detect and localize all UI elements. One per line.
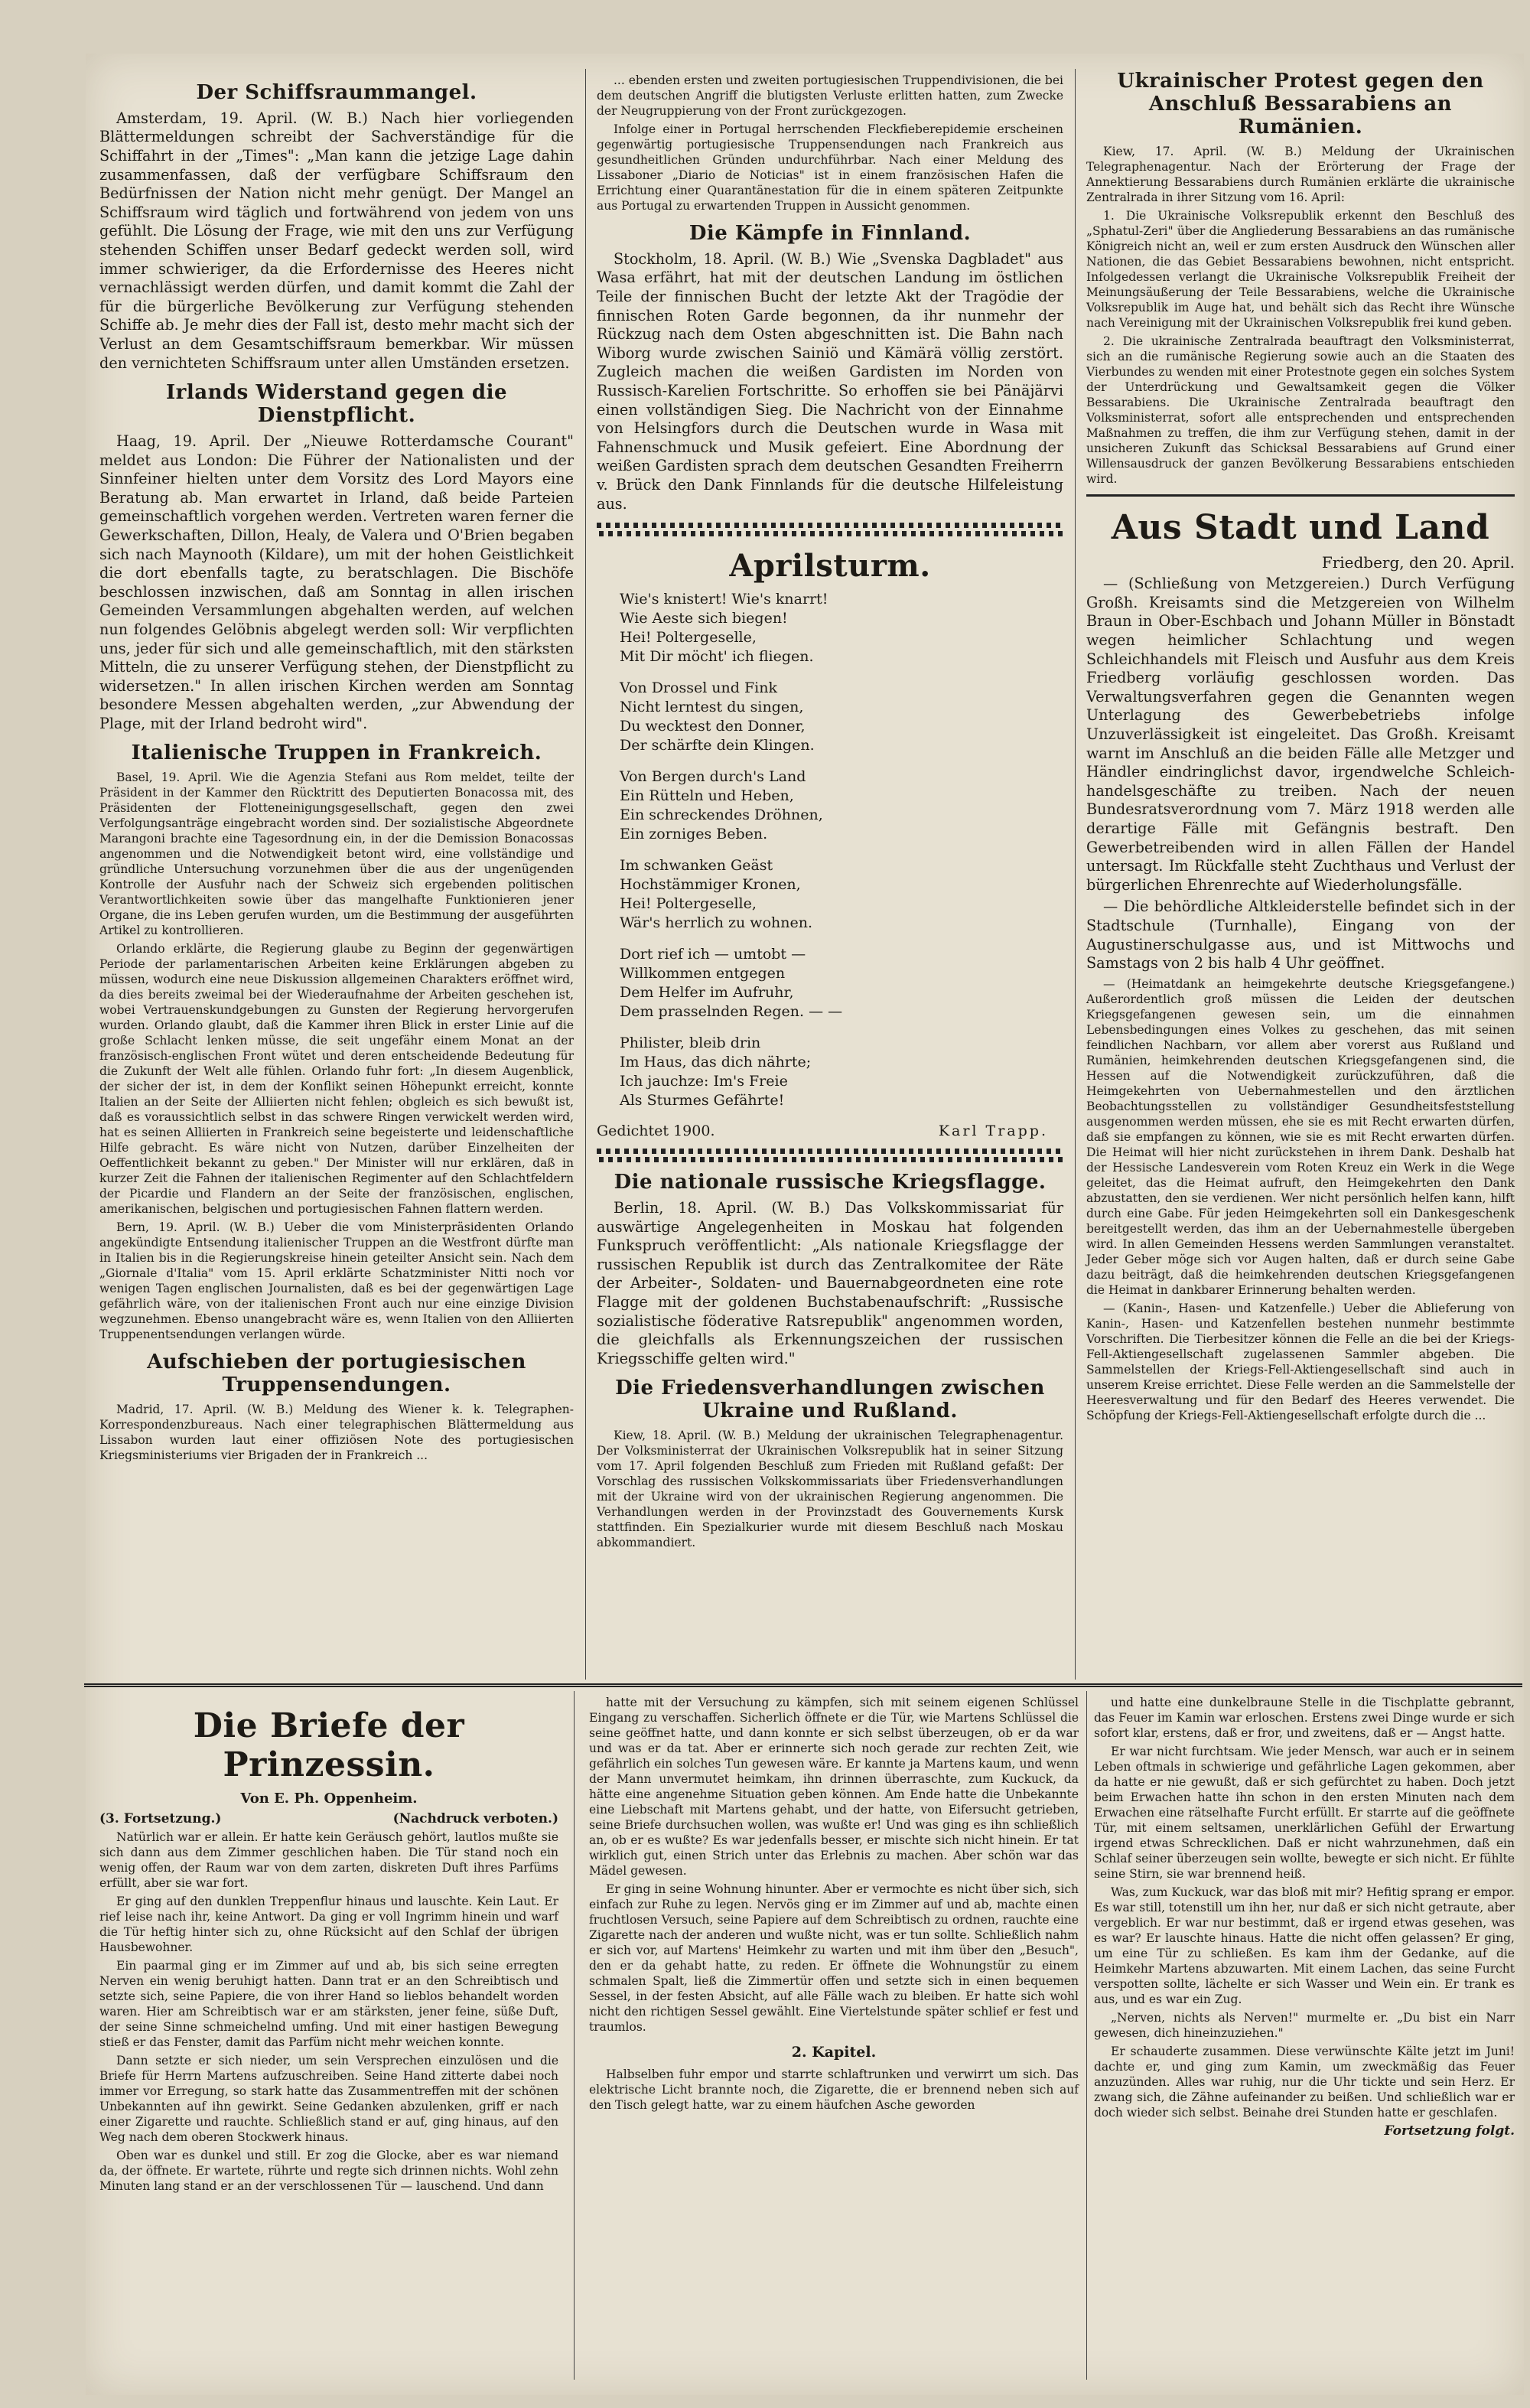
poem-line: Im schwanken Geäst bbox=[620, 857, 773, 875]
poem-line: Ein zorniges Beben. bbox=[620, 826, 768, 843]
article-text: — (Schließung von Metzgereien.) Durch Verfügung Großh. Kreisamts sind die Metzgereien von Wilhelm Braun in Ober-Eschbach und Johann Müller in Bönstadt wegen heimlicher Schlachtung und wegen Schleichhandels mit Fleisch und Ausfuhr aus dem Kreis Friedberg vorläufig geschlossen worden. Das Verwaltungsverfahren gegen die Genannten wegen Unterlagung des Gewerbebetriebs infolge Unzuverlässigkeit ist eingeleitet. Das Großh. Kreisamt warnt im Anschluß an die beiden Fälle alle Metzger und Händler eindringlichst davor, irgendwelche Schleich-handelsgeschäfte zu treiben. Nach der neuen Bundesratsverordnung vom 7. März 1918 werden alle derartige Fälle mit Gefängnis bestraft. Den Gewerbetreibenden wird in allen Fällen der Handel untersagt. Im Rückfalle steht Zuchthaus und Verlust der bürgerlichen Ehrenrechte auf Wiederholungsfälle. bbox=[1086, 575, 1515, 894]
poem-line: Wie Aeste sich biegen! bbox=[620, 610, 788, 627]
poem-line: Willkommen entgegen bbox=[620, 965, 786, 982]
story-text: Er ging in seine Wohnung hinunter. Aber er vermochte es nicht über sich, sich einfach zur Ruhe zu legen. Nervös ging er im Zimmer auf und ab, machte einen fruchtlosen Versuch, seine Papiere auf dem Schreibtisch zu ordnen, rauchte eine Zigarette nach der anderen und wußte nicht, was er tun sollte. Schließlich nahm er sich vor, auf Martens' Heimkehr zu warten und mit ihm über den „Besuch", den er da gehabt hatte, zu reden. Er öffnete die Wohnungstür zu einem schmalen Spalt, ließ die Zimmertür offen und setzte sich in einen bequemen Sessel, in der festen Absicht, auf alle Fälle wach zu bleiben. Er hatte sich wohl nicht den richtigen Sessel gewählt. Eine Viertelstunde später schlief er fest und traumlos. bbox=[589, 1882, 1079, 2034]
continuation-note: Fortsetzung folgt. bbox=[1384, 2123, 1515, 2139]
poem-line: Ein schreckendes Dröhnen, bbox=[620, 806, 823, 824]
column-divider bbox=[1086, 1691, 1087, 2380]
section-rule bbox=[1086, 494, 1515, 497]
poem-line: Als Sturmes Gefährte! bbox=[620, 1092, 785, 1110]
story-text: Oben war es dunkel und still. Er zog die Glocke, aber es war niemand da, der öffnete. Er wartete, rührte und regte sich drinnen nichts. Wohl zehn Minuten lang stand er an der verschlossenen Tür — lauschend. Und dann bbox=[99, 2149, 558, 2194]
poem-stanza bbox=[620, 679, 1063, 755]
poem-line: Ein Rütteln und Heben, bbox=[620, 787, 794, 805]
poem-line: Dem prasselnden Regen. — — bbox=[620, 1003, 843, 1021]
dateline: Friedberg, den 20. April. bbox=[1321, 553, 1515, 572]
column-divider bbox=[574, 1691, 575, 2380]
article-text: — (Kanin-, Hasen- und Katzenfelle.) Ueber die Ablieferung von Kanin-, Hasen- und Katzenfellen bestehen nunmehr bestimmte Vorschriften. Die Tierbesitzer können die Felle an die bei der Kriegs-Fell-Aktiengesellschaft zugelassenen Sammler abgeben. Die Sammelstellen der Kriegs-Fell-Aktiengesellschaft sind auch in unserem Kreise errichtet. Diese Felle werden an die Sammelstelle der Heeresverwaltung und für den Bedarf des Heeres verwendet. Die Schöpfung der Kriegs-Fell-Aktiengesellschaft erfolgte durch die ... bbox=[1086, 1301, 1515, 1422]
poem-line: Ich jauchze: Im's Freie bbox=[620, 1073, 788, 1090]
article-text: Basel, 19. April. Wie die Agenzia Stefani aus Rom meldet, teilte der Präsident in der Kammer den Rücktritt des Deputierten Bonacossa mit, des Präsidenten der Flotteneinigungsgesellschaft, gegen den zwei Verfolgungsanträge eingebracht worden sind. Der sozialistische Abgeordnete Marangoni brachte eine Tagesordnung ein, in der die Demission Bonacossas angenommen und die Notwendigkeit betont wird, eine vollständige und gründliche Untersuchung vorzunehmen über die aus der ungenügenden Kontrolle der Ausfuhr nach der Schweiz sich ergebenden politischen Verantwortlichkeiten sowie über das mangelhafte Funktionieren jener Organe, die ins Leben gerufen wurden, um die Bestimmung der ausgeführten Artikel zu kontrollieren. bbox=[99, 771, 574, 938]
article-text: Amsterdam, 19. April. (W. B.) Nach hier vorliegenden Blättermeldungen schreibt der Sachverständige für die Schiffahrt in der „Times": „Man kann die jetzige Lage dahin zusammenfassen, daß der verfügbare Schiffsraum den Bedürfnissen der Nation nicht mehr genügt. Der Mangel an Schiffsraum wird täglich und fortwährend von jedem von uns gefühlt. Die Lösung der Frage, wie mit den uns zur Verfügung stehenden Schiffen unser Bedarf gedeckt werden soll, wird immer schwieriger, da die Erfordernisse des Heeres nicht vernachlässigt werden dürfen, und damit kommt die Zahl der für die bürgerliche Bevölkerung zur Verfügung stehenden Schiffe ab. Je mehr dies der Fall ist, desto mehr macht sich der Verlust an dem Gesamtschiffsraum bemerkbar. Wir müssen den vernichteten Schiffsraum unter allen Umständen ersetzen. bbox=[99, 109, 574, 372]
article-text: Kiew, 17. April. (W. B.) Meldung der Ukrainischen Telegraphenagentur. Nach der Erörterung der Frage der Annektierung Bessarabiens durch Rumänien erklärte die ukrainische Zentralrada in ihrer Sitzung vom 16. April: bbox=[1086, 144, 1515, 204]
rights-notice: (Nachdruck verboten.) bbox=[392, 1811, 558, 1827]
article-text: Madrid, 17. April. (W. B.) Meldung des Wiener k. k. Telegraphen-Korrespondenzbureaus. Nach einer telegraphischen Blättermeldung aus Lissabon wurden laut einer offiziösen Note des portugiesischen Kriegsministeriums vier Brigaden der in Frankreich ... bbox=[99, 1403, 574, 1463]
feuilleton-title: Die Briefe der Prinzessin. bbox=[193, 1706, 465, 1784]
story-text: Er ging auf den dunklen Treppenflur hinaus und lauschte. Kein Laut. Er rief leise nach ihr, keine Antwort. Da ging er voll Ingrimm hinein und warf die Tür heftig hinter sich zu, ohne Rücksicht auf den Schlaf der übrigen Hausbewohner. bbox=[99, 1895, 558, 1955]
poem-line: Wär's herrlich zu wohnen. bbox=[620, 914, 813, 932]
feuilleton-column-3 bbox=[1094, 1695, 1515, 2139]
article-text: Orlando erklärte, die Regierung glaube zu Beginn der gegenwärtigen Periode der parlamentarischen Arbeiten keine Erklärungen abgeben zu müssen, wodurch eine neue Diskussion allgemeinen Charakters eröffnet wird, da dies bereits zweimal bei der Wiederaufnahme der Arbeiten geschehen ist, wobei Vertrauenskundgebungen zu Gunsten der Regierung hervorgerufen wurden. Orlando glaubt, daß die Kammer ihren Blick in erster Linie auf die große Schlacht lenken müsse, die seit ungefähr einem Monat an der französisch-englischen Front wütet und deren entscheidende Bedeutung für die Zukunft der Welt alle fühlen. Orlando fuhr fort: „In diesem Augenblick, der sicher der ist, in dem der Konflikt seinen Höhepunkt erreicht, konnte Italien an der Seite der Alliierten nicht fehlen; obgleich es sich bewußt ist, daß es voraussichtlich selbst in das schwere Ringen verwickelt werden wird, hat es seinen Alliierten in Frankreich seine begeisterte und leidenschaftliche Hilfe gebracht. Es wäre nicht von Nutzen, darüber Einzelheiten der Oeffentlichkeit bekannt zu geben." Der Minister will nur erklären, daß in kurzer Zeit die Fahnen der italienischen Regimenter auf den Schlachtfeldern der Picardie und Flandern an der Seite der französischen, englischen, amerikanischen, belgischen und portugiesischen Fahnen flattern werden. bbox=[99, 942, 574, 1217]
ornament-rule bbox=[597, 523, 1063, 536]
poem-line: Mit Dir möcht' ich fliegen. bbox=[620, 648, 814, 666]
installment-label: (3. Fortsetzung.) bbox=[99, 1811, 222, 1827]
column-2 bbox=[597, 73, 1063, 1553]
headline-aus-stadt-und-land: Aus Stadt und Land bbox=[1111, 507, 1490, 547]
poem-line: Wie's knistert! Wie's knarrt! bbox=[620, 591, 828, 608]
article-text: Infolge einer in Portugal herrschenden Fleckfieberepidemie erscheinen gegenwärtig portugiesische Truppensendungen nach Frankreich aus gesundheitlichen Gründen undurchführbar. Nach einer Meldung des Lissaboner „Diario de Noticias" ist in einem französischen Hafen die Errichtung einer Quarantänestation für die in einem späteren Zeitpunkte aus Portugal zu erwartenden Truppen in Aussicht genommen. bbox=[597, 122, 1063, 213]
story-text: Halbselben fuhr empor und starrte schlaftrunken und verwirrt um sich. Das elektrische Licht brannte noch, die Zigarette, die er brennend neben sich auf den Tisch gelegt hatte, war zu einem häufchen Asche geworden bbox=[589, 2067, 1079, 2112]
chapter-heading: 2. Kapitel. bbox=[791, 2044, 877, 2061]
poem bbox=[620, 590, 1063, 1110]
column-divider bbox=[1075, 69, 1076, 1680]
poem-line: Im Haus, das dich nährte; bbox=[620, 1054, 812, 1071]
article-text: Kiew, 18. April. (W. B.) Meldung der ukrainischen Telegraphenagentur. Der Volksministerrat der Ukrainischen Volksrepublik hat in seiner Sitzung vom 17. April folgenden Beschluß zum Frieden mit Rußland gefaßt: Der Vorschlag des russischen Volkskommissariats über Friedensverhandlungen mit der Ukraine wird von der ukrainischen Regierung angenommen. Die Verhandlungen werden in der Provinzstadt des Gouvernements Kursk stattfinden. Ein Spezialkurier wurde mit diesem Beschluß nach Moskau abkommandiert. bbox=[597, 1429, 1063, 1550]
feuilleton-column-2 bbox=[589, 1695, 1079, 2116]
story-text: und hatte eine dunkelbraune Stelle in die Tischplatte gebrannt, das Feuer im Kamin war erloschen. Erstens zwei Dinge wurde er sich sofort klar, erstens, daß er fror, und zweitens, daß er — Angst hatte. bbox=[1094, 1696, 1515, 1740]
headline-schiffsraummangel: Der Schiffsraummangel. bbox=[196, 81, 477, 104]
poem-stanza bbox=[620, 856, 1063, 933]
article-text: 2. Die ukrainische Zentralrada beauftragt den Volksministerrat, sich an die rumänische Regierung sowie auch an die Staaten des Vierbundes zu wenden mit einer Protestnote gegen ein solches System der Unterdrückung und Gewaltsamkeit gegen die Völker Bessarabiens. Die Ukrainische Zentralrada beauftragt den Volksministerrat, sofort alle entsprechenden und entsprechenden Maßnahmen zu treffen, die ihm zur Verfügung stehen, damit in der unsicheren Zukunft das Schicksal Bessarabiens auf Grund einer Willensausdruck der ganzen Bevölkerung Bessarabiens entschieden wird. bbox=[1086, 334, 1515, 486]
story-text: Er schauderte zusammen. Diese verwünschte Kälte jetzt im Juni! dachte er, und ging zum Kamin, um zweckmäßig das Feuer anzuzünden. Alles war ruhig, nur die Uhr tickte und sein Herz. Er zwang sich, die Zähne aufeinander zu beißen. Und schließlich war er doch wieder sich selbst. Beinahe drei Stunden hatte er geschlafen. bbox=[1094, 2045, 1515, 2120]
feuilleton-meta bbox=[99, 1811, 558, 1826]
poem-title: Aprilsturm. bbox=[729, 548, 931, 585]
feuilleton-column-1 bbox=[99, 1695, 558, 2197]
story-text: Dann setzte er sich nieder, um sein Versprechen einzulösen und die Briefe für Herrn Martens aufzuschreiben. Seine Hand zitterte dabei noch immer vor Erregung, so stark hatte das Zusammentreffen mit der schönen Unbekannten auf ihn gewirkt. Seine Gedanken abzulenken, griff er nach einer Zigarette und rauchte. Schließlich stand er auf, ging hinaus, auf den Weg nach dem oberen Stockwerk hinaus. bbox=[99, 2054, 558, 2145]
poem-line: Philister, bleib drin bbox=[620, 1035, 761, 1052]
headline-irland: Irlands Widerstand gegen die Dienstpflicht. bbox=[165, 381, 508, 428]
story-text: Ein paarmal ging er im Zimmer auf und ab, bis sich seine erregten Nerven ein wenig beruhigt hatten. Dann trat er an den Schreibtisch und setzte sich, seine Papiere, die von ihrer Hand so lieblos behandelt worden waren. Hier am Schreibtisch war er am stärksten, jener feine, süße Duft, der seine Sinne schmeichelnd umfing. Und mit einer hastigen Bewegung stieß er das Fenster, damit das Parfüm nicht mehr weichen konnte. bbox=[99, 1959, 558, 2050]
story-text: „Nerven, nichts als Nerven!" murmelte er. „Du bist ein Narr gewesen, dich hineinzuziehen." bbox=[1094, 2011, 1515, 2040]
ornament-rule bbox=[597, 1149, 1063, 1162]
poem-line: Du wecktest den Donner, bbox=[620, 718, 806, 735]
column-1 bbox=[99, 73, 574, 1466]
article-text: — (Heimatdank an heimgekehrte deutsche Kriegsgefangene.) Außerordentlich groß müssen die Leiden der deutschen Kriegsgefangenen gewesen sein, um die einnahmen Lebensbedingungen eines Volkes zu geschehen, das mit seinen feindlichen Nachbarn, vor allem aber vorerst aus Rußland und Rumänien, heimkehrenden deutschen Kriegsgefangenen sind, die Hessen auf die Notwendigkeit zurückzuführen, daß die Heimgekehrten von Uebernahmestellen und den ärztlichen Beobachtungsstellen zu vollständiger Gesundheitsfeststellung ausgenommen werden müssen, ehe sie es mit Recht erwarten dürfen, daß sie empfangen zu können, wie sie es mit Recht erwarten dürfen. Die Heimat will hier nicht zurückstehen in ihrem Dank. Deshalb hat der Hessische Landesverein vom Roten Kreuz ein Werk in die Wege geleitet, das die Heimat aufruft, den Heimgekehrten den Dank abzustatten, den sie verdienen. Wer nicht persönlich helfen kann, hilft durch eine Gabe. Für jeden Heimgekehrten soll ein Dankesgeschenk bereitgestellt werden, das ihm an der Uebernahmestelle übergeben wird. In allen Gemeinden Hessens werden Sammlungen veranstaltet. Jeder Geber möge sich vor Augen halten, daß er durch seine Gabe dazu beiträgt, daß die heimkehrenden deutschen Kriegsgefangenen die Heimat in dankbarer Erinnerung behalten werden. bbox=[1086, 976, 1515, 1297]
poem-footer bbox=[597, 1123, 1048, 1139]
poem-line: Nicht lerntest du singen, bbox=[620, 699, 804, 716]
story-text: Was, zum Kuckuck, war das bloß mit mir? Hefitig sprang er empor. Es war still, totenstill um ihn her, nur daß er sich nicht getraute, aber vergeblich. Er war nur bestimmt, daß er irgend etwas gesehen, was es war? Er lauschte hinaus. Hatte die nicht offen gelassen? Er ging, um eine Tür zu schließen. Es kam ihm der Gedanke, auf die Heimkehr Martens abzuwarten. Mit einem Lachen, das seine Furcht verspotten sollte, lächelte er sich Wasser und Wein ein. Er trank es aus, und es war ein Zug. bbox=[1094, 1885, 1515, 2006]
poem-author: Karl Trapp. bbox=[938, 1123, 1048, 1140]
poem-stanza bbox=[620, 767, 1063, 844]
poem-stanza bbox=[620, 1034, 1063, 1110]
article-text: Haag, 19. April. Der „Nieuwe Rotterdamsche Courant" meldet aus London: Die Führer der Nationalisten und der Sinnfeiner hielten unter dem Vorsitz des Lord Mayors eine Beratung ab. Man erwartet in Irland, daß beide Parteien gemeinschaftlich vorgehen werden. Vertreten waren ferner die Gewerkschaften, Dillon, Healy, de Valera und O'Brien begaben sich nach Maynooth (Kildare), um mit der hohen Geistlichkeit die dort ebenfalls tagte, zu beratschlagen. Die Bischöfe beschlossen inzwischen, daß am Sonntag in allen irischen Gemeinden Versammlungen abgehalten werden, auf welchen nun folgendes Gelöbnis abgelegt werden soll: Wir verpflichten uns, jeder für sich und alle gemeinschaftlich, mit den stärksten Mitteln, die zu unserer Verfügung stehen, der Dienstpflicht zu widersetzen." In allen irischen Kirchen werden am Sonntag besondere Messen abgehalten werden, „zur Abwendung der Plage, mit der Irland bedroht wird". bbox=[99, 432, 574, 732]
poem-line: Dort rief ich — umtobt — bbox=[620, 946, 806, 963]
headline-kriegsflagge: Die nationale russische Kriegsflagge. bbox=[614, 1171, 1047, 1194]
poem-line: Dem Helfer im Aufruhr, bbox=[620, 984, 794, 1002]
poem-line: Von Bergen durch's Land bbox=[620, 768, 806, 786]
article-text: Bern, 19. April. (W. B.) Ueber die vom Ministerpräsidenten Orlando angekündigte Entsendung italienischer Truppen an die Westfront dürfte man in Italien bis in die Regierungskreise hinein geteilter Ansicht sein. Nach dem „Giornale d'Italia" vom 15. April erklärte Schatzminister Nitti noch vor wenigen Tagen englischen Journalisten, daß es bei der gegenwärtigen Lage gefährlich wäre, von der italienischen Front auch nur eine einzige Division wegzunehmen. Ebenso unangebracht wäre es, wenn Italien von den Alliierten Truppenentsendungen verlangen würde. bbox=[99, 1220, 574, 1342]
headline-ukrainischer-protest: Ukrainischer Protest gegen den Anschluß Bessarabiens an Rumänien. bbox=[1117, 70, 1484, 138]
article-text: Berlin, 18. April. (W. B.) Das Volkskommissariat für auswärtige Angelegenheiten in Moskau hat folgenden Funkspruch veröffentlicht: „Als nationale Kriegsflagge der russischen Republik ist durch das Zentralkomitee der Räte der Arbeiter-, Soldaten- und Bauernabgeordneten eine rote Flagge mit der goldenen Buchstabenaufschrift: „Russische sozialistische föderative Ratsrepublik" angenommen worden, die gleichfalls als Erkennungszeichen der russischen Kriegsschiffe gelten wird." bbox=[597, 1199, 1063, 1367]
article-text: ... ebenden ersten und zweiten portugiesischen Truppendivisionen, die bei dem deutschen Angriff die blutigsten Verluste erlitten hatten, zum Zwecke der Neugruppierung von der Front zurückgezogen. bbox=[597, 73, 1063, 118]
headline-italienische-truppen: Italienische Truppen in Frankreich. bbox=[131, 741, 542, 765]
article-text: — Die behördliche Altkleiderstelle befindet sich in der Stadtschule (Turnhalle), Eingang von der Augustinerschulgasse aus, und ist Mittwochs und Samstags von 2 bis halb 4 Uhr geöffnet. bbox=[1086, 898, 1515, 973]
feuilleton-byline: Von E. Ph. Oppenheim. bbox=[240, 1791, 418, 1807]
article-text: 1. Die Ukrainische Volksrepublik erkennt den Beschluß des „Sphatul-Zeri" über die Angliederung Bessarabiens an das rumänische Königreich nicht an, weil er zum ersten Ausdruck den Wünschen aller Nationen, die das Gebiet Bessarabiens bewohnen, nicht entspricht. Infolgedessen verlangt die Ukrainische Volksrepublik Freiheit der Meinungsäußerung der Teile Bessarabiens, welche die Ukrainische Volksrepublik im Auge hat, und behält sich das Recht ihre Wünsche nach Vereinigung mit der Ukrainischen Volksrepublik frei kund geben. bbox=[1086, 208, 1515, 330]
poem-line: Hochstämmiger Kronen, bbox=[620, 876, 801, 894]
poem-stanza bbox=[620, 590, 1063, 666]
story-text: Er war nicht furchtsam. Wie jeder Mensch, war auch er in seinem Leben oftmals in schwierige und gefährliche Lagen gekommen, aber da hatte er nie gewußt, daß er sich gefürchtet zu haben. Doch jetzt beim Erwachen hatte ihn schon in den ersten Minuten nach dem Erwachen eine rätselhafte Furcht erfüllt. Er starrte auf die geöffnete Tür, mit einem seltsamen, unerklärlichen Gefühl der Erwartung irgend etwas Schrecklichen. Daß er nicht wahrzunehmen, daß ein Schlaf seiner überzeugen sein wollte, bewegte er sich nicht. Er fühlte seine Stirn, sie war brennend heiß. bbox=[1094, 1745, 1515, 1881]
feuilleton-separator bbox=[84, 1683, 1522, 1687]
poem-line: Hei! Poltergeselle, bbox=[620, 629, 757, 647]
headline-portugiesische-truppen: Aufschieben der portugiesischen Truppensendungen. bbox=[147, 1351, 526, 1397]
poem-stanza bbox=[620, 945, 1063, 1022]
article-text: Stockholm, 18. April. (W. B.) Wie „Svenska Dagbladet" aus Wasa erfährt, hat mit der deutschen Landung im östlichen Teile der finnischen Bucht der letzte Akt der Tragödie der finnischen Roten Garde begonnen, da ihr nunmehr der Rückzug nach dem Osten abgeschnitten ist. Die Bahn nach Wiborg wurde zwischen Sainiö und Kämärä völlig zerstört. Zugleich machen die weißen Gardisten im Norden von Russisch-Karelien Fortschritte. So erhoffen sie bei Pänäjärvi einen vollständigen Sieg. Die Nachricht von der Einnahme von Helsingfors durch die Deutschen wurde in Wasa mit Fahnenschmuck und Musik gefeiert. Eine Abordnung der weißen Gardisten sprach dem deutschen Gesandten Freiherrn v. Brück den Dank Finnlands für die deutsche Hilfeleistung aus. bbox=[597, 249, 1063, 513]
poem-line: Hei! Poltergeselle, bbox=[620, 895, 757, 913]
poem-line: Der schärfte dein Klingen. bbox=[620, 737, 815, 754]
column-3 bbox=[1086, 61, 1515, 1426]
story-text: Natürlich war er allein. Er hatte kein Geräusch gehört, lautlos mußte sie sich dann aus dem Zimmer geschlichen haben. Die Tür stand noch ein wenig offen, der Raum war von dem zarten, diskreten Duft ihres Parfüms erfüllt, aber sie war fort. bbox=[99, 1830, 558, 1891]
headline-friedensverhandlungen: Die Friedensverhandlungen zwischen Ukraine und Rußland. bbox=[615, 1377, 1045, 1423]
column-divider bbox=[585, 69, 586, 1680]
poem-date: Gedichtet 1900. bbox=[597, 1123, 715, 1140]
headline-finnland: Die Kämpfe in Finnland. bbox=[688, 222, 972, 245]
poem-line: Von Drossel und Fink bbox=[620, 679, 777, 697]
story-text: hatte mit der Versuchung zu kämpfen, sich mit seinem eigenen Schlüssel Eingang zu verschaffen. Sicherlich öffnete er die Tür, wie Martens Schlüssel die seine geöffnet hatte, und dann konnte er sich selbst überzeugen, ob er da war und was er da tat. Aber er erinnerte sich noch gerade zur rechten Zeit, wie gefährlich ein solches Tun gewesen wäre. Er kannte ja Martens kaum, und wenn der Mann unvermutet heimkam, ihn drinnen überraschte, zum Kuckuck, da hätte eine angenehme Situation geben können. Am Ende hatte die Unbekannte eine Liebschaft mit Martens gehabt, und der hatte, von Eifersucht getrieben, seine Briefe durchsuchen wollen, was wußte er! Und was ging es ihn schließlich an, ob er es wußte? Es war jedenfalls besser, er mischte sich nicht hinein. Er tat wirklich gut, einen Strich unter das Erlebnis zu machen. Aber schön war das Mädel gewesen. bbox=[589, 1696, 1079, 1878]
